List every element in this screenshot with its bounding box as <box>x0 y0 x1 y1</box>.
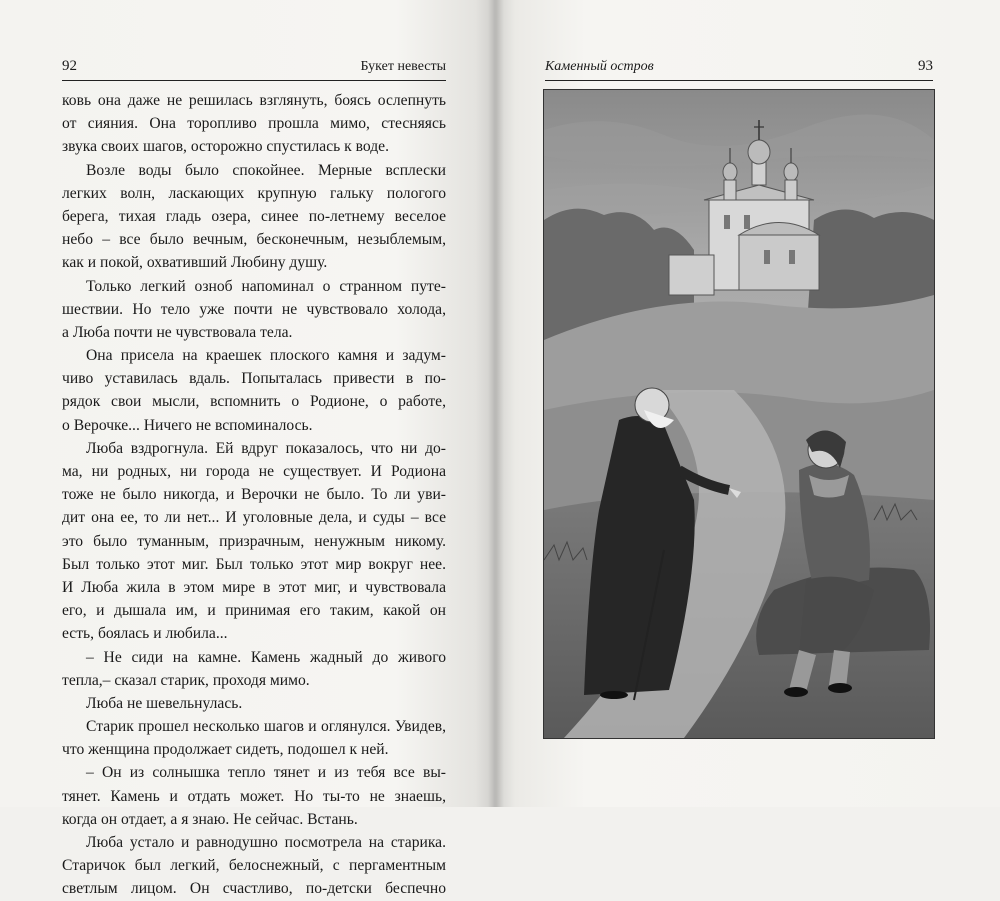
right-page-header <box>545 58 933 81</box>
text-line: тоже не было никогда, и Верочки не было. То ли уви- <box>62 486 446 504</box>
left-running-title: Букет невесты <box>360 59 446 74</box>
text-line: Возле воды было спокойнее. Мерные всплески <box>86 161 446 179</box>
text-line: тепла,– сказал старик, проходя мимо. <box>62 671 310 689</box>
body-text <box>62 89 446 901</box>
text-line: Люба вздрогнула. Ей вдруг показалось, что ни до- <box>86 439 446 457</box>
text-line: звука своих шагов, осторожно спустилась к воде. <box>62 138 389 156</box>
text-line: Старичок был легкий, белоснежный, с пергаментным <box>62 857 446 875</box>
text-line: Люба не шевельнулась. <box>86 694 243 712</box>
text-line: когда он отдает, а я знаю. Не сейчас. Встань. <box>62 810 358 828</box>
text-line: чиво уставилась вдаль. Попыталась привести в по- <box>62 370 446 388</box>
text-line: его, и дышала им, и принимая его таким, какой он <box>62 602 446 620</box>
text-line: Только легкий озноб напоминал о странном путе- <box>86 277 446 295</box>
text-line: тянет. Камень и отдать может. Но ты-то не знаешь, <box>62 787 446 805</box>
text-line: есть, боялась и любила... <box>62 625 228 643</box>
text-line: что женщина продолжает сидеть, подошел к ней. <box>62 741 389 759</box>
text-line: шествии. Но тело уже почти не чувствовало холода, <box>62 300 446 318</box>
left-page-header <box>62 58 446 81</box>
text-line: о Верочке... Ничего не вспоминалось. <box>62 416 313 434</box>
text-line: Старик прошел несколько шагов и оглянулся. Увидев, <box>86 718 446 736</box>
text-line: ковь она даже не решилась взглянуть, боясь ослепнуть <box>62 92 446 109</box>
text-line: Она присела на краешек плоского камня и задум- <box>86 347 446 365</box>
text-line: а Люба почти не чувствовала тела. <box>62 323 293 341</box>
right-running-title: Каменный остров <box>545 59 654 74</box>
text-line: как и покой, охвативший Любину душу. <box>62 254 328 272</box>
text-line: рядок свои мысли, вспомнить о Родионе, о работе, <box>62 393 446 411</box>
text-line: Люба устало и равнодушно посмотрела на старика. <box>86 834 446 851</box>
text-line: – Он из солнышка тепло тянет и из тебя все вы- <box>86 764 446 782</box>
text-line: И Люба жила в этом мире в этот миг, и чувствовала <box>62 578 446 596</box>
left-page-number: 92 <box>62 58 77 74</box>
text-line: легких волн, ласкающих крупную гальку пологого <box>62 184 446 202</box>
illustration <box>543 89 935 739</box>
text-line: Был только этот миг. Был только этот мир вокруг нее. <box>62 555 446 573</box>
illustration-drawing <box>544 90 934 738</box>
text-line: берега, тихая гладь озера, синее по-летнему веселое <box>62 207 446 225</box>
text-line: ма, ни родных, ни города не существует. И Родиона <box>62 463 446 480</box>
text-line: – Не сиди на камне. Камень жадный до живого <box>86 648 446 666</box>
text-line: светлым лицом. Он счастливо, по-детски беспечно <box>62 880 446 898</box>
text-line: небо – все было вечным, бесконечным, незыблемым, <box>62 231 446 249</box>
right-page-number: 93 <box>918 58 933 74</box>
text-line: дит она ее, то ли нет... И уголовные дела, и суды – все <box>62 509 446 527</box>
text-line: от сияния. Она торопливо прошла мимо, стесняясь <box>62 115 446 133</box>
text-line: это было туманным, призрачным, ненужным никому. <box>62 532 446 550</box>
book-gutter <box>488 0 504 807</box>
